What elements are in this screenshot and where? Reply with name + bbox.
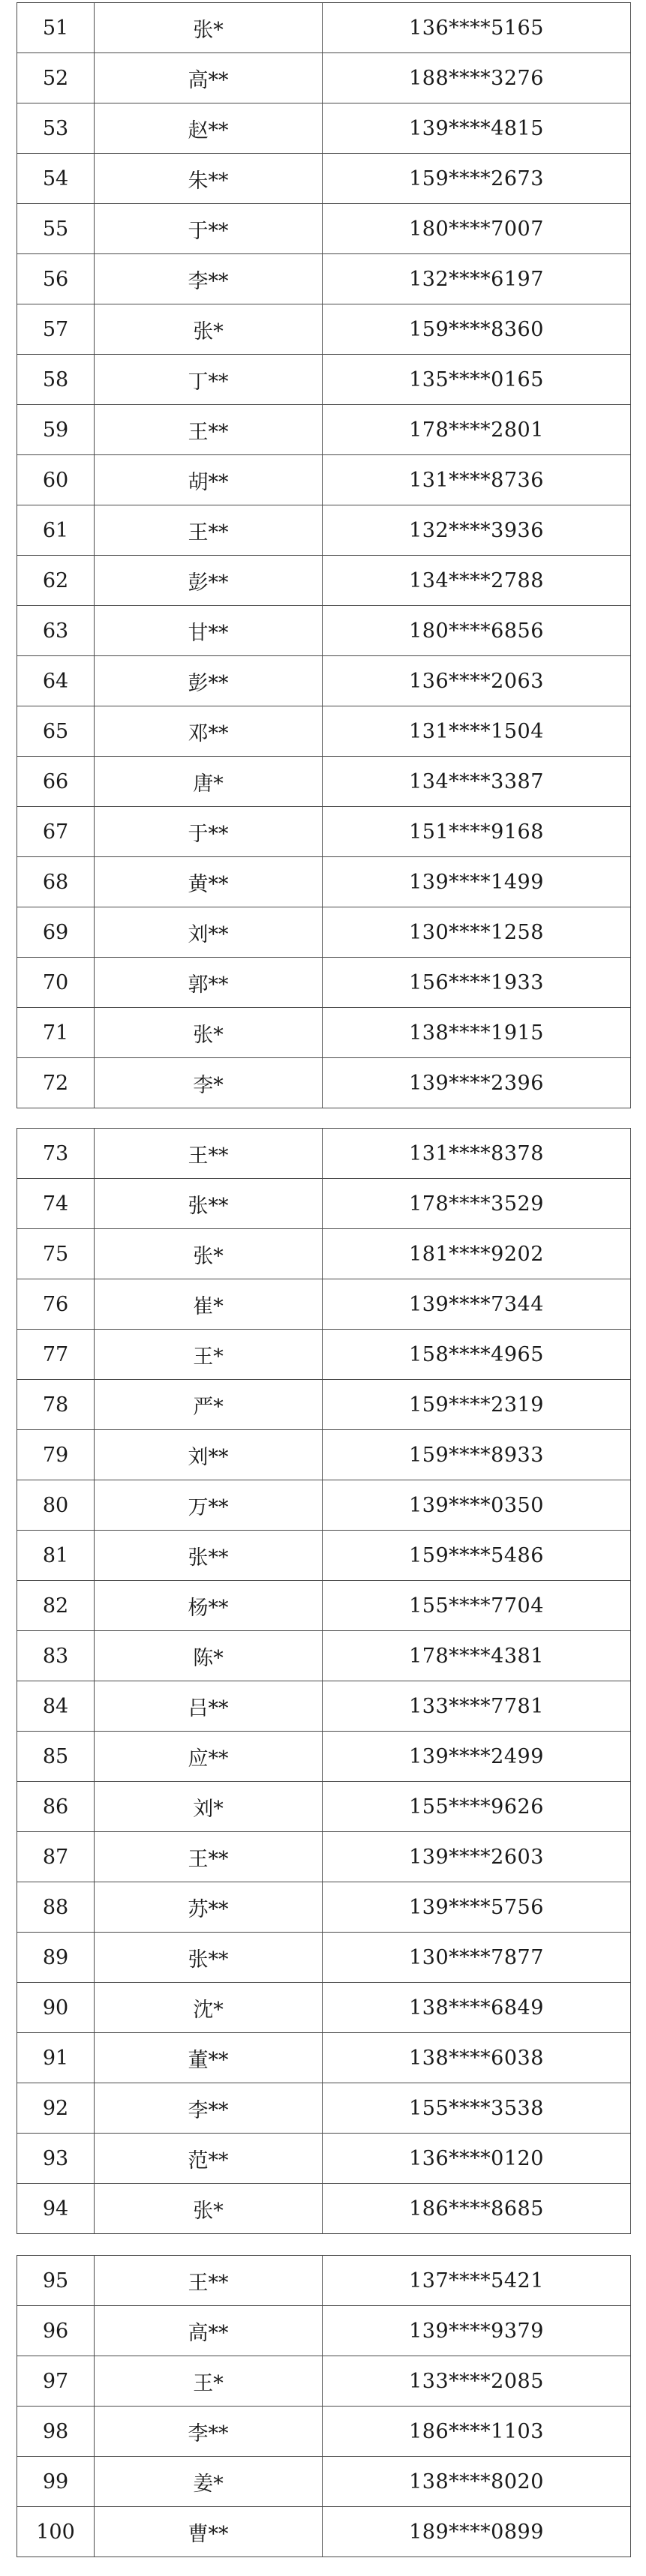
- table-row: [17, 757, 631, 807]
- name-cell: 崔*: [95, 1279, 323, 1330]
- phone-cell: 155****7704: [323, 1581, 631, 1631]
- phone-cell: 180****6856: [323, 606, 631, 656]
- table-row: [17, 1058, 631, 1108]
- row-number-cell: 62: [17, 556, 95, 606]
- table-row: [17, 2306, 631, 2356]
- row-number-cell: 97: [17, 2356, 95, 2407]
- name-cell: 高**: [95, 2306, 323, 2356]
- table-row: [17, 103, 631, 154]
- table-row: [17, 606, 631, 656]
- phone-cell: 151****9168: [323, 807, 631, 857]
- row-number-cell: 67: [17, 807, 95, 857]
- name-cell: 高**: [95, 53, 323, 103]
- row-number-cell: 83: [17, 1631, 95, 1681]
- row-number-cell: 51: [17, 3, 95, 53]
- row-number-cell: 87: [17, 1832, 95, 1882]
- phone-cell: 180****7007: [323, 204, 631, 254]
- name-cell: 邓**: [95, 706, 323, 757]
- row-number-cell: 78: [17, 1380, 95, 1430]
- row-number-cell: 79: [17, 1430, 95, 1480]
- phone-cell: 138****1915: [323, 1008, 631, 1058]
- table-block-3: [17, 2255, 628, 2557]
- table-row: [17, 1983, 631, 2033]
- name-cell: 王**: [95, 405, 323, 455]
- name-cell: 于**: [95, 204, 323, 254]
- row-number-cell: 94: [17, 2184, 95, 2234]
- row-number-cell: 76: [17, 1279, 95, 1330]
- phone-cell: 131****8736: [323, 455, 631, 505]
- name-cell: 张**: [95, 1179, 323, 1229]
- row-number-cell: 70: [17, 958, 95, 1008]
- row-number-cell: 60: [17, 455, 95, 505]
- name-cell: 曹**: [95, 2507, 323, 2557]
- table-row: [17, 1229, 631, 1279]
- name-cell: 张*: [95, 1008, 323, 1058]
- table-row: [17, 3, 631, 53]
- phone-cell: 139****1499: [323, 857, 631, 907]
- phone-cell: 155****9626: [323, 1782, 631, 1832]
- name-cell: 李**: [95, 2407, 323, 2457]
- row-number-cell: 59: [17, 405, 95, 455]
- table-row: [17, 1933, 631, 1983]
- name-cell: 王**: [95, 1129, 323, 1179]
- phone-cell: 132****3936: [323, 505, 631, 556]
- phone-cell: 159****2673: [323, 154, 631, 204]
- row-number-cell: 82: [17, 1581, 95, 1631]
- row-number-cell: 99: [17, 2457, 95, 2507]
- phone-cell: 139****7344: [323, 1279, 631, 1330]
- row-number-cell: 65: [17, 706, 95, 757]
- phone-cell: 159****8933: [323, 1430, 631, 1480]
- page-break: [0, 1122, 646, 1128]
- table-row: [17, 2083, 631, 2134]
- name-cell: 甘**: [95, 606, 323, 656]
- row-number-cell: 84: [17, 1681, 95, 1732]
- row-number-cell: 86: [17, 1782, 95, 1832]
- row-number-cell: 93: [17, 2134, 95, 2184]
- table-row: [17, 1430, 631, 1480]
- name-cell: 杨**: [95, 1581, 323, 1631]
- row-number-cell: 96: [17, 2306, 95, 2356]
- row-number-cell: 57: [17, 304, 95, 355]
- name-cell: 李**: [95, 2083, 323, 2134]
- phone-cell: 137****5421: [323, 2256, 631, 2306]
- table-row: [17, 1330, 631, 1380]
- table-row: [17, 656, 631, 706]
- phone-cell: 178****3529: [323, 1179, 631, 1229]
- table-row: [17, 1732, 631, 1782]
- phone-cell: 130****1258: [323, 907, 631, 958]
- name-cell: 陈*: [95, 1631, 323, 1681]
- phone-cell: 133****7781: [323, 1681, 631, 1732]
- winner-table: [17, 2, 631, 1108]
- row-number-cell: 74: [17, 1179, 95, 1229]
- table-row: [17, 2407, 631, 2457]
- phone-cell: 186****8685: [323, 2184, 631, 2234]
- row-number-cell: 77: [17, 1330, 95, 1380]
- row-number-cell: 100: [17, 2507, 95, 2557]
- phone-cell: 135****0165: [323, 355, 631, 405]
- row-number-cell: 52: [17, 53, 95, 103]
- table-row: [17, 1681, 631, 1732]
- name-cell: 胡**: [95, 455, 323, 505]
- row-number-cell: 54: [17, 154, 95, 204]
- name-cell: 王**: [95, 1832, 323, 1882]
- name-cell: 丁**: [95, 355, 323, 405]
- name-cell: 苏**: [95, 1882, 323, 1933]
- table-row: [17, 2033, 631, 2083]
- table-row: [17, 2134, 631, 2184]
- table-row: [17, 1782, 631, 1832]
- name-cell: 姜*: [95, 2457, 323, 2507]
- table-row: [17, 1581, 631, 1631]
- phone-cell: 138****6849: [323, 1983, 631, 2033]
- name-cell: 王**: [95, 2256, 323, 2306]
- row-number-cell: 92: [17, 2083, 95, 2134]
- table-row: [17, 807, 631, 857]
- row-number-cell: 75: [17, 1229, 95, 1279]
- name-cell: 范**: [95, 2134, 323, 2184]
- table-row: [17, 556, 631, 606]
- table-row: [17, 304, 631, 355]
- phone-cell: 159****8360: [323, 304, 631, 355]
- table-row: [17, 907, 631, 958]
- page-break: [0, 2249, 646, 2255]
- row-number-cell: 68: [17, 857, 95, 907]
- phone-cell: 158****4965: [323, 1330, 631, 1380]
- phone-cell: 186****1103: [323, 2407, 631, 2457]
- table-row: [17, 1882, 631, 1933]
- row-number-cell: 64: [17, 656, 95, 706]
- row-number-cell: 98: [17, 2407, 95, 2457]
- table-block-1: [17, 2, 628, 1108]
- table-row: [17, 254, 631, 304]
- phone-cell: 159****5486: [323, 1531, 631, 1581]
- row-number-cell: 81: [17, 1531, 95, 1581]
- table-row: [17, 1179, 631, 1229]
- phone-cell: 138****6038: [323, 2033, 631, 2083]
- row-number-cell: 69: [17, 907, 95, 958]
- phone-cell: 178****2801: [323, 405, 631, 455]
- phone-cell: 138****8020: [323, 2457, 631, 2507]
- phone-cell: 139****2499: [323, 1732, 631, 1782]
- row-number-cell: 90: [17, 1983, 95, 2033]
- row-number-cell: 95: [17, 2256, 95, 2306]
- phone-cell: 159****2319: [323, 1380, 631, 1430]
- phone-cell: 136****2063: [323, 656, 631, 706]
- winner-table: [17, 1128, 631, 2234]
- table-row: [17, 1631, 631, 1681]
- row-number-cell: 80: [17, 1480, 95, 1531]
- phone-cell: 134****2788: [323, 556, 631, 606]
- phone-cell: 139****9379: [323, 2306, 631, 2356]
- phone-cell: 136****5165: [323, 3, 631, 53]
- table-row: [17, 1832, 631, 1882]
- table-row: [17, 2507, 631, 2557]
- name-cell: 李*: [95, 1058, 323, 1108]
- phone-cell: 139****0350: [323, 1480, 631, 1531]
- table-row: [17, 1531, 631, 1581]
- table-row: [17, 2184, 631, 2234]
- phone-cell: 132****6197: [323, 254, 631, 304]
- phone-cell: 134****3387: [323, 757, 631, 807]
- table-row: [17, 505, 631, 556]
- name-cell: 彭**: [95, 656, 323, 706]
- name-cell: 彭**: [95, 556, 323, 606]
- row-number-cell: 85: [17, 1732, 95, 1782]
- name-cell: 王*: [95, 2356, 323, 2407]
- name-cell: 王*: [95, 1330, 323, 1380]
- name-cell: 应**: [95, 1732, 323, 1782]
- phone-cell: 130****7877: [323, 1933, 631, 1983]
- row-number-cell: 58: [17, 355, 95, 405]
- row-number-cell: 66: [17, 757, 95, 807]
- name-cell: 刘*: [95, 1782, 323, 1832]
- table-row: [17, 1129, 631, 1179]
- table-row: [17, 355, 631, 405]
- name-cell: 严*: [95, 1380, 323, 1430]
- name-cell: 刘**: [95, 1430, 323, 1480]
- name-cell: 万**: [95, 1480, 323, 1531]
- name-cell: 张*: [95, 3, 323, 53]
- table-row: [17, 204, 631, 254]
- name-cell: 沈*: [95, 1983, 323, 2033]
- name-cell: 董**: [95, 2033, 323, 2083]
- row-number-cell: 89: [17, 1933, 95, 1983]
- name-cell: 张*: [95, 304, 323, 355]
- table-row: [17, 2356, 631, 2407]
- phone-cell: 139****2396: [323, 1058, 631, 1108]
- table-row: [17, 455, 631, 505]
- row-number-cell: 55: [17, 204, 95, 254]
- name-cell: 张*: [95, 2184, 323, 2234]
- row-number-cell: 88: [17, 1882, 95, 1933]
- name-cell: 朱**: [95, 154, 323, 204]
- phone-cell: 139****5756: [323, 1882, 631, 1933]
- phone-cell: 156****1933: [323, 958, 631, 1008]
- row-number-cell: 71: [17, 1008, 95, 1058]
- name-cell: 李**: [95, 254, 323, 304]
- name-cell: 唐*: [95, 757, 323, 807]
- name-cell: 张**: [95, 1531, 323, 1581]
- name-cell: 赵**: [95, 103, 323, 154]
- name-cell: 郭**: [95, 958, 323, 1008]
- name-cell: 王**: [95, 505, 323, 556]
- row-number-cell: 56: [17, 254, 95, 304]
- table-row: [17, 405, 631, 455]
- row-number-cell: 53: [17, 103, 95, 154]
- table-row: [17, 53, 631, 103]
- table-row: [17, 958, 631, 1008]
- table-row: [17, 2256, 631, 2306]
- row-number-cell: 72: [17, 1058, 95, 1108]
- row-number-cell: 61: [17, 505, 95, 556]
- row-number-cell: 91: [17, 2033, 95, 2083]
- table-row: [17, 857, 631, 907]
- phone-cell: 131****8378: [323, 1129, 631, 1179]
- table-row: [17, 1279, 631, 1330]
- phone-cell: 181****9202: [323, 1229, 631, 1279]
- name-cell: 吕**: [95, 1681, 323, 1732]
- name-cell: 刘**: [95, 907, 323, 958]
- phone-cell: 136****0120: [323, 2134, 631, 2184]
- name-cell: 张**: [95, 1933, 323, 1983]
- name-cell: 张*: [95, 1229, 323, 1279]
- phone-cell: 131****1504: [323, 706, 631, 757]
- winner-table: [17, 2255, 631, 2557]
- table-row: [17, 2457, 631, 2507]
- phone-cell: 189****0899: [323, 2507, 631, 2557]
- table-row: [17, 1008, 631, 1058]
- table-row: [17, 154, 631, 204]
- phone-cell: 155****3538: [323, 2083, 631, 2134]
- phone-cell: 133****2085: [323, 2356, 631, 2407]
- table-row: [17, 1380, 631, 1430]
- table-row: [17, 1480, 631, 1531]
- phone-cell: 188****3276: [323, 53, 631, 103]
- name-cell: 于**: [95, 807, 323, 857]
- phone-cell: 178****4381: [323, 1631, 631, 1681]
- name-cell: 黄**: [95, 857, 323, 907]
- row-number-cell: 63: [17, 606, 95, 656]
- phone-cell: 139****4815: [323, 103, 631, 154]
- phone-cell: 139****2603: [323, 1832, 631, 1882]
- row-number-cell: 73: [17, 1129, 95, 1179]
- table-row: [17, 706, 631, 757]
- table-block-2: [17, 1128, 628, 2234]
